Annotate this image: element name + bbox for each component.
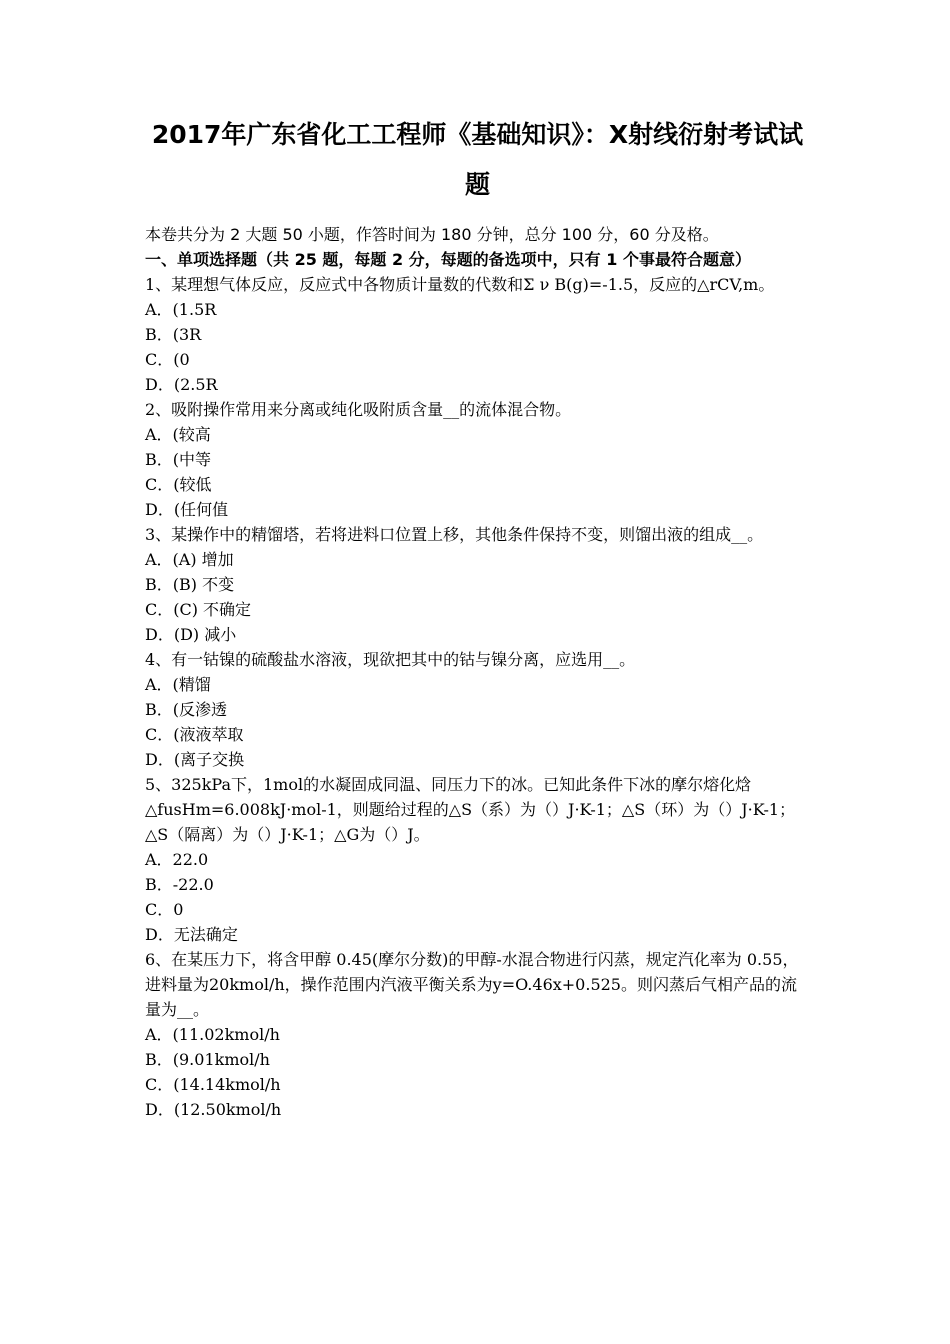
- title-line-2: 题: [464, 170, 490, 199]
- exam-intro: 本卷共分为 2 大题 50 小题，作答时间为 180 分钟，总分 100 分，60 分及格。: [145, 225, 719, 244]
- document-title: [145, 110, 810, 210]
- option-list: [145, 672, 810, 772]
- option-b: B．(B) 不变: [145, 575, 235, 594]
- option-b: B．(3R: [145, 325, 202, 344]
- question-text: 3、某操作中的精馏塔，若将进料口位置上移，其他条件保持不变，则馏出液的组成__。: [145, 525, 764, 544]
- option-b: B．(9.01kmol/h: [145, 1050, 270, 1069]
- option-list: [145, 547, 810, 647]
- option-c: C．(较低: [145, 475, 212, 494]
- option-d: D．(12.50kmol/h: [145, 1100, 282, 1119]
- question-text: 4、有一钴镍的硫酸盐水溶液，现欲把其中的钴与镍分离，应选用__。: [145, 650, 636, 669]
- option-d: D．(离子交换: [145, 750, 245, 769]
- section-heading: 一、单项选择题（共 25 题，每题 2 分，每题的备选项中，只有 1 个事最符合题意）: [145, 250, 751, 269]
- option-d: D．(2.5R: [145, 375, 218, 394]
- option-d: D．(任何值: [145, 500, 229, 519]
- option-c: C．(14.14kmol/h: [145, 1075, 281, 1094]
- question-4: [145, 647, 810, 772]
- option-d: D．无法确定: [145, 925, 238, 944]
- option-c: C．(C) 不确定: [145, 600, 252, 619]
- option-list: [145, 847, 810, 947]
- option-c: C．(0: [145, 350, 190, 369]
- question-5: [145, 772, 810, 947]
- option-a: A．22.0: [145, 850, 209, 869]
- question-text: 6、在某压力下，将含甲醇 0.45(摩尔分数)的甲醇-水混合物进行闪蒸，规定汽化率为 0.55，进料量为20kmol/h，操作范围内汽液平衡关系为y=O.46x+0.525。则闪蒸后气相产品的流量为__。: [145, 950, 799, 1019]
- question-text: 2、吸附操作常用来分离或纯化吸附质含量__的流体混合物。: [145, 400, 572, 419]
- option-list: [145, 297, 810, 397]
- option-a: A．(精馏: [145, 675, 211, 694]
- option-d: D．(D) 减小: [145, 625, 237, 644]
- option-a: A．(A) 增加: [145, 550, 234, 569]
- option-list: [145, 422, 810, 522]
- question-3: [145, 522, 810, 647]
- option-list: [145, 1022, 810, 1122]
- option-a: A．(较高: [145, 425, 211, 444]
- question-1: [145, 272, 810, 397]
- option-c: C．0: [145, 900, 184, 919]
- question-text: 5、325kPa下，1mol的水凝固成同温、同压力下的冰。已知此条件下冰的摩尔熔化焓△fusHm=6.008kJ·mol-1，则题给过程的△S（系）为（）J·K-1；△S（环）为（）J·K-1；△S（隔离）为（）J·K-1；△G为（）J。: [145, 775, 796, 844]
- question-text: 1、某理想气体反应，反应式中各物质计量数的代数和Σ ν B(g)=-1.5，反应的△rCV,m。: [145, 275, 775, 294]
- question-6: [145, 947, 810, 1122]
- question-2: [145, 397, 810, 522]
- option-b: B．(中等: [145, 450, 212, 469]
- option-a: A．(11.02kmol/h: [145, 1025, 280, 1044]
- option-b: B．(反渗透: [145, 700, 228, 719]
- title-line-1: 2017年广东省化工工程师《基础知识》：X射线衍射考试试: [151, 120, 804, 149]
- document-page: [145, 110, 810, 1122]
- option-a: A．(1.5R: [145, 300, 217, 319]
- option-b: B．-22.0: [145, 875, 214, 894]
- option-c: C．(液液萃取: [145, 725, 244, 744]
